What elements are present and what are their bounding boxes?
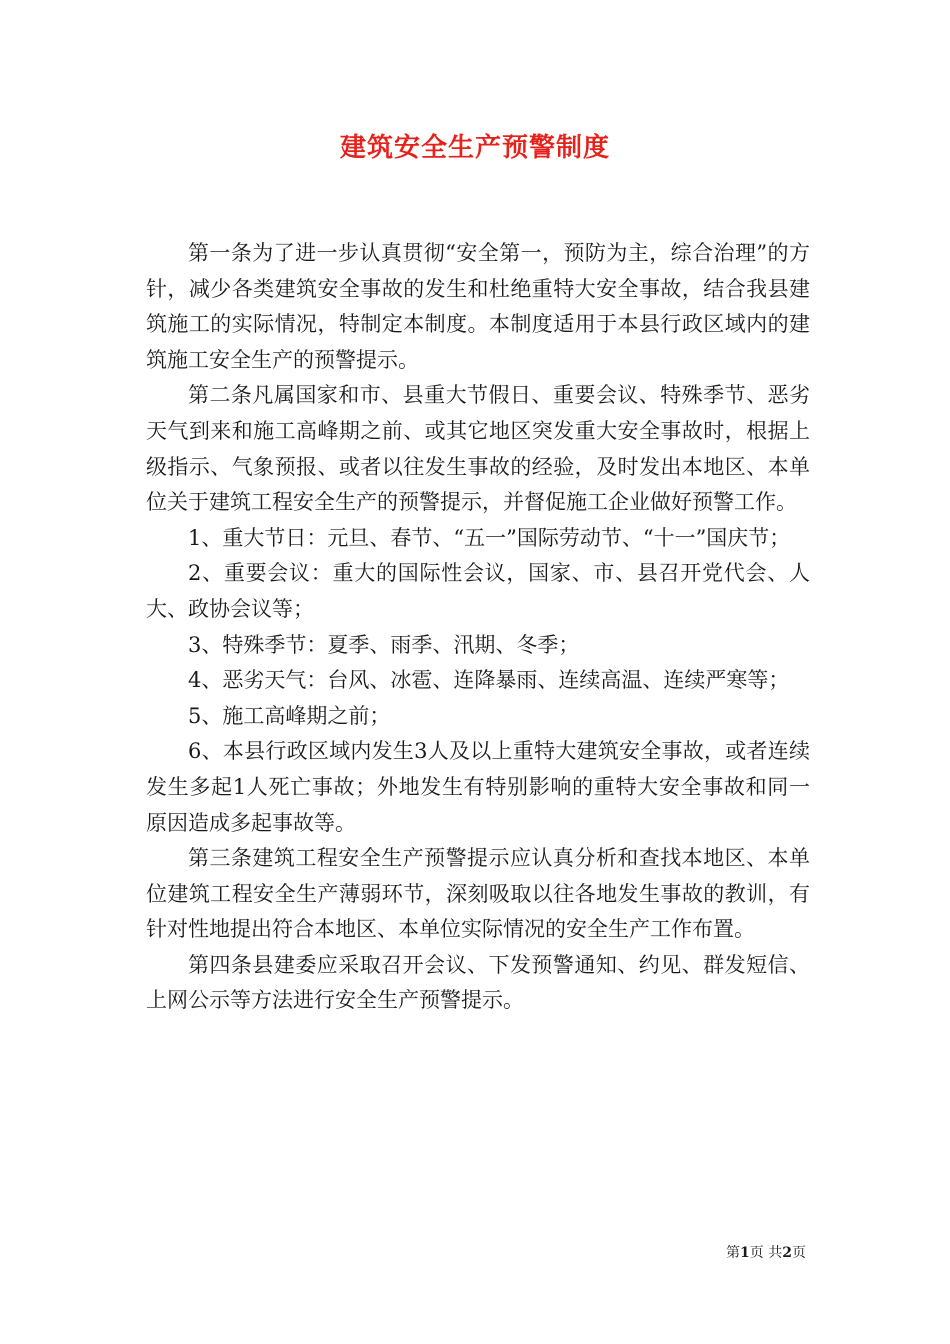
article-3-paragraph: 第三条建筑工程安全生产预警提示应认真分析和查找本地区、本单位建筑工程安全生产薄弱环节，深刻吸取以往各地发生事故的教训，有针对性地提出符合本地区、本单位实际情况的安全生产工作布置。 [146,846,810,942]
footer-middle: 页 共 [749,1245,783,1261]
document-body [146,236,810,1019]
list-item-accidents: 6、本县行政区域内发生3人及以上重特大建筑安全事故，或者连续发生多起1人死亡事故；外地发生有特别影响的重特大安全事故和同一原因造成多起事故等。 [146,739,810,835]
article-1-paragraph: 第一条为了进一步认真贯彻“安全第一，预防为主，综合治理”的方针，减少各类建筑安全事故的发生和杜绝重特大安全事故，结合我县建筑施工的实际情况，特制定本制度。本制度适用于本县行政区域内的建筑施工安全生产的预警提示。 [146,241,810,372]
list-item-meetings: 2、重要会议：重大的国际性会议，国家、市、县召开党代会、人大、政协会议等； [146,561,810,621]
page-title: 建筑安全生产预警制度 [339,133,610,163]
page-number-footer [726,1243,806,1263]
footer-total-pages: 2 [782,1245,792,1261]
footer-current-page: 1 [740,1245,750,1261]
article-2-paragraph: 第二条凡属国家和市、县重大节假日、重要会议、特殊季节、恶劣天气到来和施工高峰期之前、或其它地区突发重大安全事故时，根据上级指示、气象预报、或者以往发生事故的经验，及时发出本地区、本单位关于建筑工程安全生产的预警提示，并督促施工企业做好预警工作。 [146,383,810,515]
list-item-seasons: 3、特殊季节：夏季、雨季、汛期、冬季； [188,632,580,657]
footer-suffix: 页 [792,1245,806,1261]
list-item-peak-period: 5、施工高峰期之前； [188,703,391,728]
list-item-holidays: 1、重大节日：元旦、春节、“五一”国际劳动节、“十一”国庆节； [188,525,791,550]
footer-prefix: 第 [726,1245,741,1261]
list-item-weather: 4、恶劣天气：台风、冰雹、连降暴雨、连续高温、连续严寒等； [188,668,790,693]
article-4-paragraph: 第四条县建委应采取召开会议、下发预警通知、约见、群发短信、上网公示等方法进行安全生产预警提示。 [146,952,810,1013]
